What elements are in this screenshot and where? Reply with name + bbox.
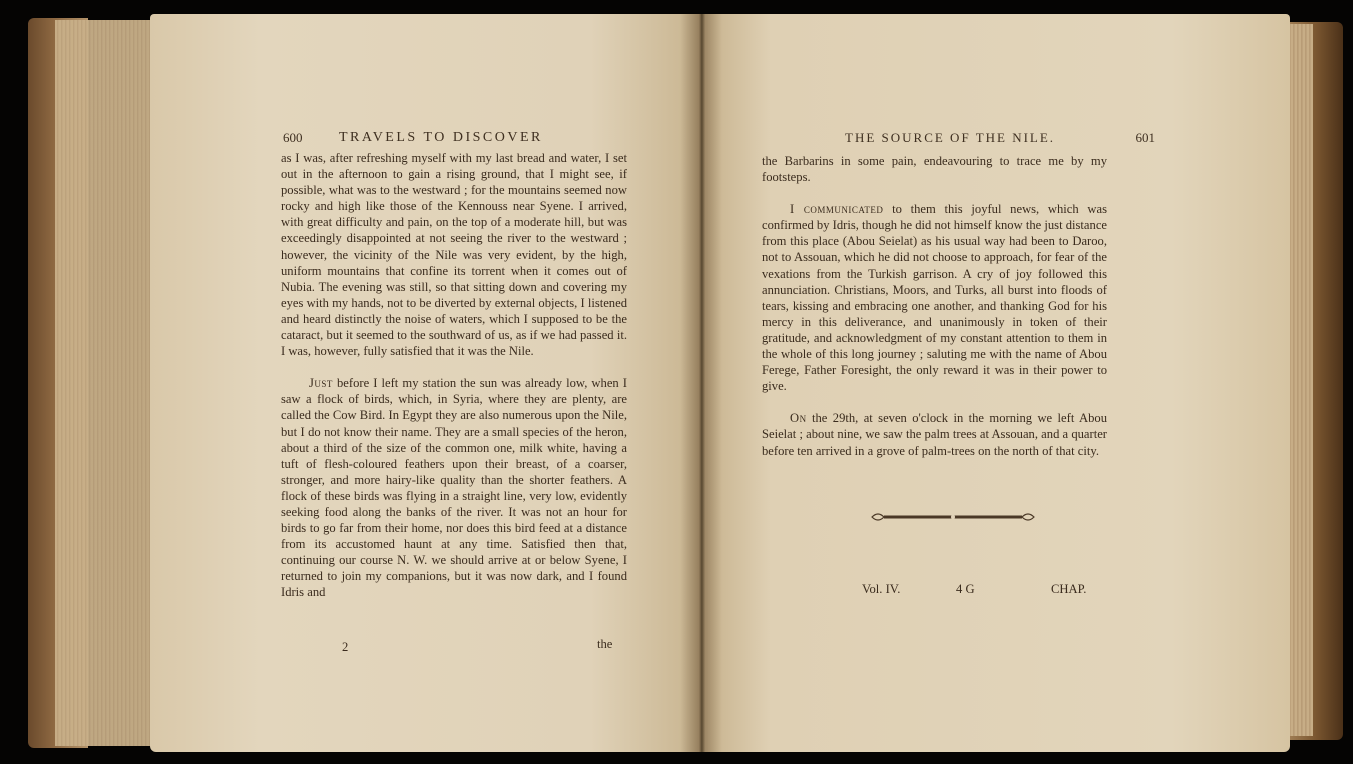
right-folio: 601 (1135, 130, 1155, 145)
right-paragraph-3-text: the 29th, at seven o'clock in the morning we left Abou Seielat ; about nine, we saw the palm trees at Assouan, and a quarter before ten arrived in a grove of palm-trees on the north of that city. (762, 411, 1107, 458)
right-catchword: CHAP. (1051, 582, 1087, 596)
right-paragraph-3 (762, 410, 1107, 458)
left-running-title: TRAVELS TO DISCOVER (339, 130, 543, 145)
left-catchword: the (597, 637, 613, 651)
left-paragraph-2-text: before I left my station the sun was already low, when I saw a flock of birds, which, in Syria, where they are plenty, are called the Cow Bird. In Egypt they are also numerous upon the Nile, but I do not know their name. They are a small species of the heron, about a third of the size of the common one, milk white, having a tuft of flesh-coloured feathers upon their breast, of a coarser, stronger, and more hairy-like quality than the shorter feathers. A flock of these birds was flying in a straight line, very low, evidently seeking food along the banks of the river. It was not an hour for birds to go far from their home, nor does this bird feed at a distance from its accustomed haunt at any time. Satisfied then that, continuing our course N. W. we should arrive at or below Syene, I returned to join my companions, but it was now dark, and I found Idris and (281, 376, 627, 600)
page-edges-left (55, 20, 165, 746)
right-running-title: THE SOURCE OF THE NILE. (845, 130, 1056, 145)
right-paragraph-1: the Barbarins in some pain, endeavouring to trace me by my footsteps. (762, 154, 1107, 185)
left-paragraph-1: as I was, after refreshing myself with my last bread and water, I set out in the afternoon to gain a rising ground, that I might see, if possible, what was to the westward ; for the mountains seemed now rocky and high like those of the Kennouss near Syene. I arrived, with great difficulty and pain, on the top of a moderate hill, but was exceedingly disappointed at not seeing the river to the westward ; however, the vicinity of the Nile was very evident, by the high, uniform mountains that confine its torrent when it comes out of Nubia. The evening was still, so that sitting down and covering my eyes with my hands, not to be diverted by external objects, I listened and heard distinctly the noise of waters, which I supposed to be the cataract, but it seemed to the southward of us, as if we had passed it. I was, however, fully satisfied that it was the Nile. (281, 151, 627, 359)
book-gutter (680, 14, 722, 752)
left-paragraph-2 (281, 375, 627, 600)
volume-label: Vol. IV. (862, 582, 901, 596)
right-paragraph-2-text: to them this joyful news, which was confirmed by Idris, though he did not himself know the just distance from this place (Abou Seielat) as his usual way had been to Daroo, not to Assouan, which he did not choose to approach, for fear of the vexations from the Turkish garrison. A cry of joy followed this annunciation. Christians, Moors, and Turks, all burst into floods of tears, kissing and embracing one another, and thanking God for his mercy in this deliverance, and unanimously in token of their gratitude, and acknowledgment of my constant attention to them in the whole of this long journey ; saluting me with the name of Abou Ferege, Father Foresight, the only reward it was in their power to give. (762, 202, 1107, 394)
right-signature-mark: 4 G (956, 582, 975, 596)
left-paragraph-2-lead: Just (309, 376, 333, 391)
left-folio: 600 (283, 130, 303, 145)
right-paragraph-2 (762, 201, 1107, 394)
right-paragraph-2-lead: I communicated (790, 202, 884, 217)
left-body-text (281, 150, 627, 601)
ornamental-rule (868, 510, 1038, 524)
left-signature-mark: 2 (342, 640, 349, 654)
right-paragraph-3-lead: On (790, 411, 807, 426)
right-body-text (762, 153, 1107, 459)
